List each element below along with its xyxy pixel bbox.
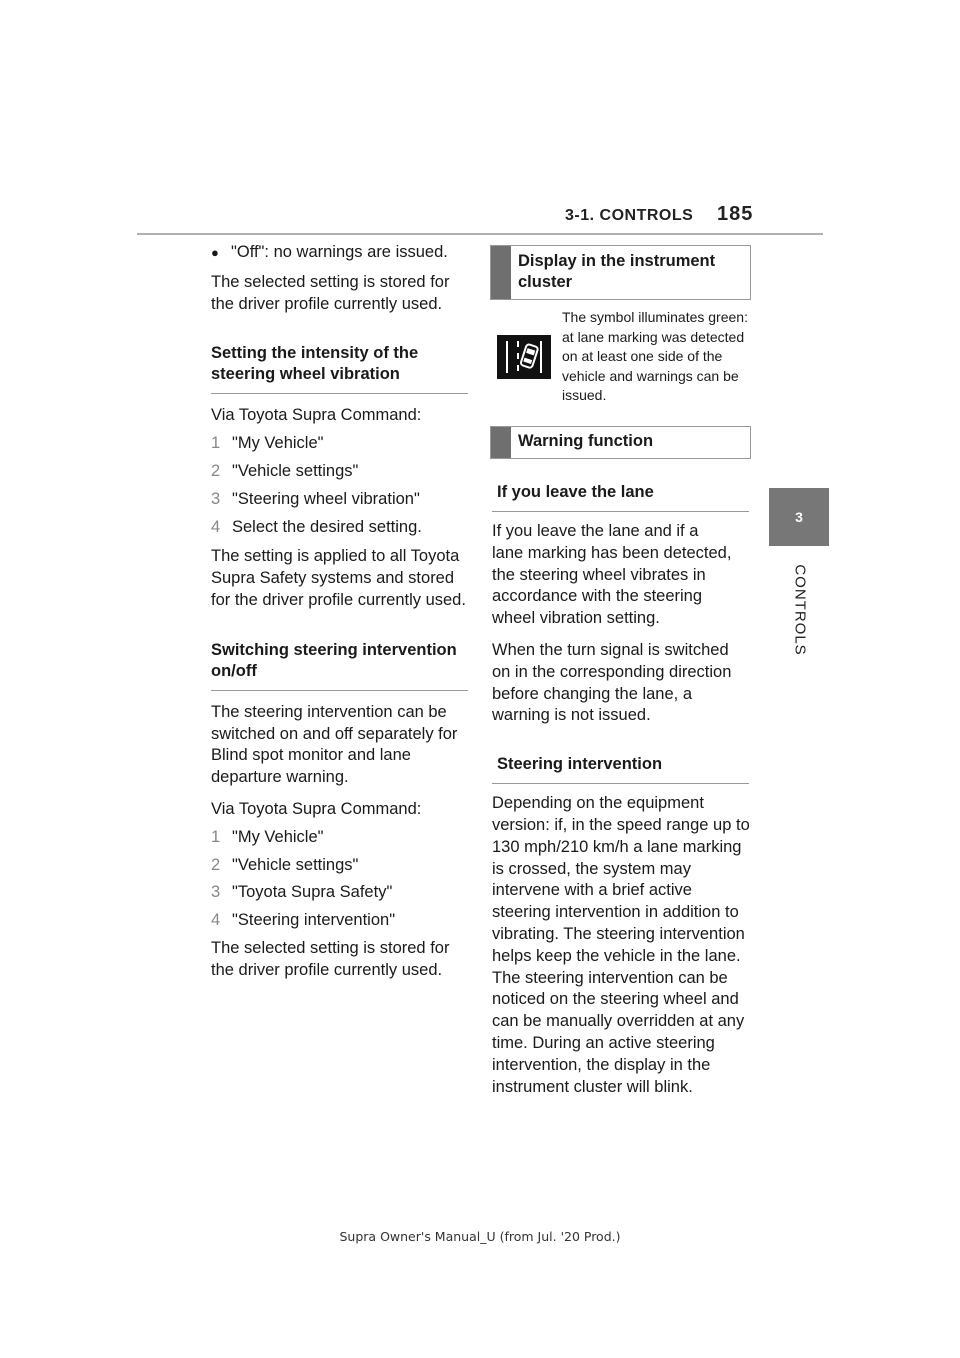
leave-heading: If you leave the lane [492, 482, 749, 512]
chapter-label-text: CONTROLS [791, 564, 809, 656]
chapter-tab [769, 488, 829, 546]
footer: Supra Owner's Manual_U (from Jul. '20 Prod.) [339, 1229, 621, 1244]
right-column [492, 482, 754, 1108]
page-number: 185 [717, 203, 754, 225]
step-number: 4 [211, 517, 221, 536]
lane-departure-icon [497, 335, 551, 379]
via-line: Via Toyota Supra Command: [211, 406, 422, 425]
list-item [211, 910, 473, 932]
paragraph: The setting is applied to all Toyota Supra Safety systems and stored for the driver profile currently used. [211, 547, 466, 609]
list-item [211, 827, 473, 849]
display-heading: Display in the instrument cluster [518, 252, 716, 291]
paragraph: The steering intervention can be switched on and off separately for Blind spot monitor and lane departure warning. [211, 702, 458, 787]
step-number: 3 [211, 489, 221, 508]
paragraph: When the turn signal is switched on in the corresponding direction before changing the lane, a warning is not issued. [492, 640, 732, 725]
section-title: 3-1. CONTROLS [565, 207, 694, 224]
list-item [211, 433, 473, 455]
warning-heading-box [490, 426, 751, 459]
bullet-icon: ● [211, 245, 219, 260]
chapter-label [790, 560, 810, 660]
paragraph: If you leave the lane and if a lane marking has been detected, the steering wheel vibrates in accordance with the steering wheel vibration setting. [492, 522, 732, 628]
step-number: 1 [211, 434, 221, 453]
display-heading-box [490, 245, 751, 300]
paragraph: The selected setting is stored for the driver profile currently used. [211, 272, 450, 313]
step-text: "My Vehicle" [232, 827, 324, 846]
off-bullet [211, 242, 473, 264]
step-text: "Steering intervention" [232, 911, 396, 930]
heading-bar [491, 246, 511, 299]
off-bullet-text: "Off": no warnings are issued. [231, 243, 448, 261]
symbol-description: The symbol illuminates green: at lane marking was detected on at least one side of the vehicle and warnings can be issued. [562, 309, 748, 403]
step-text: "Vehicle settings" [232, 855, 359, 874]
list-item [211, 517, 473, 539]
list-item [211, 855, 473, 877]
step-text: "My Vehicle" [232, 434, 324, 453]
list-item [211, 489, 473, 511]
step-number: 2 [211, 855, 221, 874]
step-text: "Vehicle settings" [232, 461, 359, 480]
warning-heading: Warning function [518, 432, 654, 450]
heading-bar [491, 427, 511, 458]
switch-heading: Switching steering intervention on/off [211, 640, 468, 691]
intervention-heading: Steering intervention [492, 754, 749, 784]
step-number: 2 [211, 461, 221, 480]
paragraph: The selected setting is stored for the driver profile currently used. [211, 938, 450, 979]
step-number: 4 [211, 911, 221, 930]
step-text: "Toyota Supra Safety" [232, 883, 393, 902]
step-number: 3 [211, 883, 221, 902]
intensity-heading: Setting the intensity of the steering wheel vibration [211, 343, 468, 394]
paragraph: Depending on the equipment version: if, in the speed range up to 130 mph/210 km/h a lane marking is crossed, the system may intervene with a brief active steering intervention in addition to vibrating. The steering intervention helps keep the vehicle in the lane. The steering intervention can be noticed on the steering wheel and can be manually overridden at any time. During an active steering intervention, the display in the instrument cluster will blink. [492, 794, 750, 1096]
step-text: Select the desired setting. [232, 517, 422, 536]
list-item [211, 461, 473, 483]
left-column [211, 242, 473, 992]
header-divider [137, 233, 823, 235]
chapter-number: 3 [795, 509, 803, 525]
step-number: 1 [211, 827, 221, 846]
via-line: Via Toyota Supra Command: [211, 799, 422, 818]
step-text: "Steering wheel vibration" [232, 489, 420, 508]
list-item [211, 882, 473, 904]
